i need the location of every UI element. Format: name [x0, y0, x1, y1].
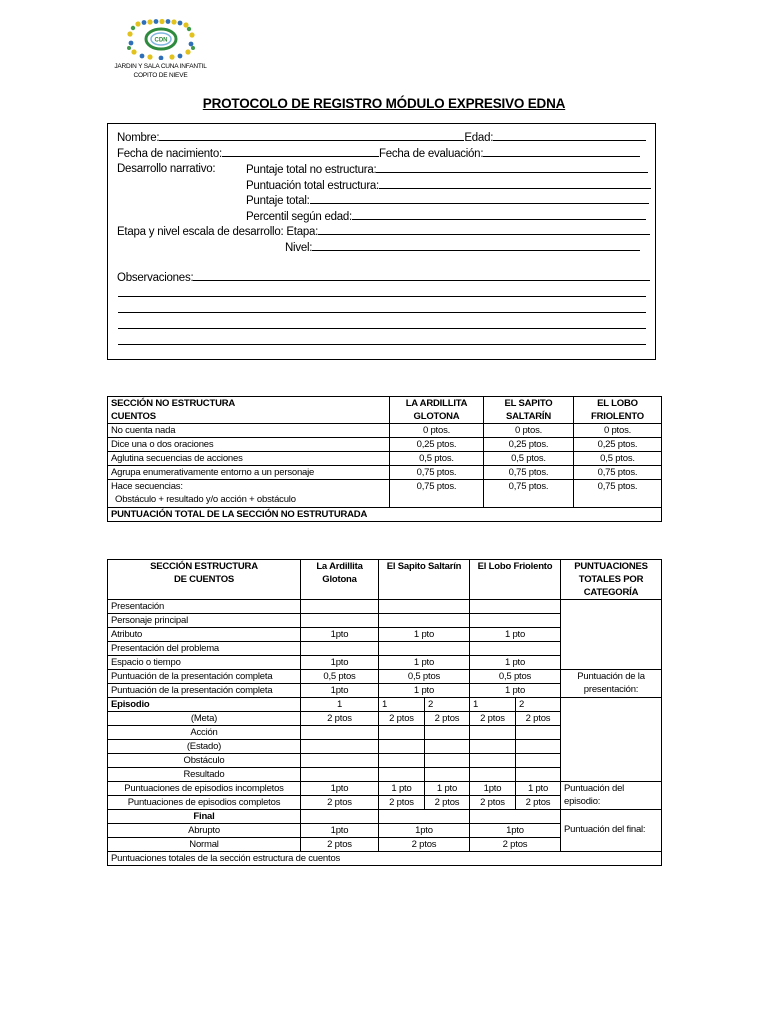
- percentile-label: Percentil según edad:: [246, 211, 352, 223]
- percentile-row: [246, 209, 646, 224]
- score-cell[interactable]: 1 pto: [379, 628, 470, 642]
- name-field[interactable]: [159, 130, 464, 141]
- score-cell[interactable]: [470, 810, 561, 824]
- final-total-cell[interactable]: [561, 810, 662, 852]
- col-header-sapito: [484, 397, 574, 424]
- observations-line[interactable]: [118, 344, 646, 345]
- logo-badge-text: CDN: [154, 37, 167, 44]
- stage-label: Etapa y nivel escala de desarrollo: Etapa:: [117, 226, 319, 238]
- score-cell[interactable]: [470, 754, 516, 768]
- score-cell[interactable]: 0,5 ptos.: [390, 452, 484, 466]
- header-line: DE CUENTOS: [173, 574, 235, 585]
- no-structure-header: SECCIÓN NO ESTRUCTURA: [111, 398, 236, 409]
- row-label: Normal: [108, 838, 301, 852]
- score-cell[interactable]: 0,5 ptos: [301, 670, 379, 684]
- score-cell[interactable]: 0,75 ptos.: [390, 466, 484, 480]
- score-no-structure-label: Puntaje total no estructura:: [246, 164, 377, 176]
- col-header-line: EL LOBO: [597, 398, 638, 409]
- row-label: Presentación del problema: [108, 642, 301, 656]
- row-label: Puntuaciones de episodios incompletos: [108, 782, 301, 796]
- total-score-label: Puntaje total:: [246, 195, 310, 207]
- row-label: Aglutina secuencias de acciones: [108, 452, 390, 466]
- score-cell[interactable]: 0 ptos.: [484, 424, 574, 438]
- score-cell[interactable]: 2 ptos: [301, 712, 379, 726]
- score-cell[interactable]: 0,75 ptos.: [484, 480, 574, 508]
- row-label: Acción: [108, 726, 301, 740]
- score-cell[interactable]: [470, 740, 516, 754]
- score-cell[interactable]: [516, 768, 561, 782]
- narrative-label: Desarrollo narrativo:: [117, 163, 216, 175]
- score-cell[interactable]: [470, 768, 516, 782]
- no-structure-table: [107, 396, 662, 522]
- col-header-lobo: El Lobo Friolento: [470, 560, 561, 600]
- eval-date-label: Fecha de evaluación:: [378, 148, 484, 160]
- score-cell[interactable]: 1 pto: [379, 684, 470, 698]
- stories-header: CUENTOS: [111, 411, 156, 422]
- row-label: Espacio o tiempo: [108, 656, 301, 670]
- structure-total-label: Puntuaciones totales de la sección estructura de cuentos: [108, 852, 662, 866]
- score-cell[interactable]: 1 pto: [379, 782, 425, 796]
- score-cell[interactable]: 2 ptos: [516, 712, 561, 726]
- total-no-structure-label: PUNTUACIÓN TOTAL DE LA SECCIÓN NO ESTRUTURADA: [108, 508, 662, 522]
- score-cell[interactable]: 0,25 ptos.: [574, 438, 662, 452]
- birth-date-label: Fecha de nacimiento:: [117, 148, 222, 160]
- col-header-line: FRIOLENTO: [591, 411, 644, 422]
- score-cell[interactable]: [379, 740, 425, 754]
- header-line: CATEGORÍA: [583, 587, 639, 598]
- score-cell[interactable]: 2 ptos: [301, 796, 379, 810]
- score-cell[interactable]: 2 ptos: [425, 712, 470, 726]
- level-label: Nivel:: [285, 242, 313, 254]
- observations-label: Observaciones:: [117, 272, 194, 284]
- row-label: Agrupa enumerativamente entorno a un personaje: [108, 466, 390, 480]
- score-cell[interactable]: 2 ptos: [470, 712, 516, 726]
- score-cell[interactable]: [301, 810, 379, 824]
- episode-number: 2: [425, 698, 470, 712]
- name-label: Nombre:: [117, 132, 160, 144]
- score-cell[interactable]: 1pto: [301, 628, 379, 642]
- episode-label: Episodio: [108, 698, 301, 712]
- header-line: La Ardillita: [316, 561, 363, 572]
- score-cell[interactable]: 0 ptos.: [574, 424, 662, 438]
- table-header-row: [108, 397, 662, 424]
- score-cell[interactable]: 0,5 ptos.: [484, 452, 574, 466]
- table-row: [108, 782, 662, 796]
- structure-header: [108, 560, 301, 600]
- table-header-row: [108, 560, 662, 600]
- stage-row: [117, 224, 650, 239]
- score-cell[interactable]: [470, 600, 561, 614]
- score-cell[interactable]: [301, 768, 379, 782]
- score-cell[interactable]: 0,25 ptos.: [484, 438, 574, 452]
- structure-table: [107, 559, 662, 866]
- score-cell[interactable]: [379, 614, 470, 628]
- row-label: Obstáculo: [108, 754, 301, 768]
- score-cell[interactable]: 1 pto: [470, 684, 561, 698]
- stage-field[interactable]: [318, 224, 650, 235]
- score-cell[interactable]: [425, 726, 470, 740]
- level-field[interactable]: [312, 240, 640, 251]
- row-label: Personaje principal: [108, 614, 301, 628]
- score-cell[interactable]: 1pto: [301, 684, 379, 698]
- score-cell[interactable]: [470, 614, 561, 628]
- row-label: Hace secuencias:: [111, 481, 183, 492]
- score-structure-row: [246, 178, 651, 193]
- score-cell[interactable]: [425, 768, 470, 782]
- total-label-line: Puntuación del: [564, 783, 625, 794]
- final-label: Final: [108, 810, 301, 824]
- col-header-ardillita: [390, 397, 484, 424]
- row-label: Puntuaciones de episodios completos: [108, 796, 301, 810]
- presentation-total-cell[interactable]: [561, 670, 662, 698]
- age-field[interactable]: [493, 130, 646, 141]
- row-label: Abrupto: [108, 824, 301, 838]
- eval-date-field[interactable]: [483, 146, 640, 157]
- observations-line[interactable]: [118, 296, 646, 297]
- score-cell[interactable]: 1 pto: [470, 628, 561, 642]
- score-cell[interactable]: [379, 754, 425, 768]
- total-label-line: episodio:: [564, 796, 601, 807]
- row-label: Atributo: [108, 628, 301, 642]
- score-cell[interactable]: [516, 740, 561, 754]
- score-cell[interactable]: 1pto: [379, 824, 470, 838]
- table-row: [108, 810, 662, 824]
- table-row: [108, 600, 662, 614]
- total-score-row: [246, 193, 649, 208]
- category-total-cell[interactable]: [561, 698, 662, 782]
- header-line: TOTALES POR: [578, 574, 644, 585]
- score-cell[interactable]: 1 pto: [425, 782, 470, 796]
- table-row: [108, 466, 662, 480]
- episode-number: 2: [516, 698, 561, 712]
- col-header-line: EL SAPITO: [504, 398, 553, 409]
- percentile-field[interactable]: [352, 209, 646, 220]
- score-structure-label: Puntuación total estructura:: [246, 180, 379, 192]
- table-row: [108, 698, 662, 712]
- table-row: [108, 424, 662, 438]
- score-cell[interactable]: 1pto: [470, 824, 561, 838]
- row-label: No cuenta nada: [108, 424, 390, 438]
- score-cell[interactable]: 0,25 ptos.: [390, 438, 484, 452]
- episode-number: 1: [301, 698, 379, 712]
- total-label-line: Puntuación del final:: [564, 824, 646, 835]
- score-cell[interactable]: 1pto: [301, 824, 379, 838]
- score-cell[interactable]: 0,75 ptos.: [574, 466, 662, 480]
- score-cell[interactable]: [425, 754, 470, 768]
- score-cell[interactable]: 1 pto: [379, 656, 470, 670]
- total-label-line: presentación:: [583, 684, 639, 695]
- observations-line[interactable]: [118, 328, 646, 329]
- col-header-line: SALTARÍN: [505, 411, 551, 422]
- dates-row: [117, 146, 640, 161]
- score-structure-field[interactable]: [379, 178, 651, 189]
- score-cell[interactable]: 1pto: [301, 782, 379, 796]
- table-row: [108, 438, 662, 452]
- score-cell[interactable]: 0,5 ptos: [470, 670, 561, 684]
- total-row: [108, 508, 662, 522]
- col-header-line: GLOTONA: [413, 411, 460, 422]
- observations-line[interactable]: [118, 312, 646, 313]
- logo: [108, 18, 213, 80]
- score-cell[interactable]: [516, 726, 561, 740]
- total-row: [108, 852, 662, 866]
- score-cell[interactable]: [301, 614, 379, 628]
- header-line: PUNTUACIONES: [574, 561, 648, 572]
- name-field-row: [117, 130, 646, 145]
- score-cell[interactable]: 1pto: [301, 656, 379, 670]
- logo-line-1: JARDIN Y SALA CUNA INFANTIL: [114, 63, 207, 70]
- score-cell[interactable]: 2 ptos: [470, 796, 516, 810]
- col-header-totals: [561, 560, 662, 600]
- total-score-field[interactable]: [310, 193, 649, 204]
- score-cell[interactable]: 0,75 ptos.: [574, 480, 662, 508]
- row-label: Puntuación de la presentación completa: [108, 684, 301, 698]
- header-line: Glotona: [322, 574, 357, 585]
- score-cell[interactable]: [379, 810, 470, 824]
- table-row: [108, 480, 662, 508]
- score-cell[interactable]: [379, 600, 470, 614]
- level-row: [285, 240, 640, 255]
- table-row: [108, 452, 662, 466]
- score-cell[interactable]: [425, 740, 470, 754]
- episode-total-cell[interactable]: [561, 782, 662, 810]
- logo-line-2: COPITO DE NIEVE: [133, 72, 188, 79]
- score-cell[interactable]: 0,5 ptos: [379, 670, 470, 684]
- identification-form: [107, 123, 656, 360]
- observations-row: [117, 270, 650, 285]
- no-structure-header-cell: [108, 397, 390, 424]
- row-label: Resultado: [108, 768, 301, 782]
- age-label: Edad:: [464, 132, 494, 144]
- score-cell[interactable]: 0 ptos.: [390, 424, 484, 438]
- row-label: (Estado): [108, 740, 301, 754]
- score-cell[interactable]: [516, 754, 561, 768]
- document-title: PROTOCOLO DE REGISTRO MÓDULO EXPRESIVO EDNA: [202, 96, 566, 111]
- total-label-line: Puntuación de la: [577, 671, 645, 682]
- score-cell[interactable]: [301, 726, 379, 740]
- score-cell[interactable]: 0,75 ptos.: [390, 480, 484, 508]
- score-cell[interactable]: 1 pto: [516, 782, 561, 796]
- score-cell[interactable]: 0,75 ptos.: [484, 466, 574, 480]
- score-no-structure-field[interactable]: [376, 162, 648, 173]
- score-cell[interactable]: 1pto: [470, 782, 516, 796]
- score-cell[interactable]: [379, 642, 470, 656]
- score-cell[interactable]: 2 ptos: [379, 796, 425, 810]
- score-cell[interactable]: 2 ptos: [301, 838, 379, 852]
- observations-field[interactable]: [193, 270, 650, 281]
- score-cell[interactable]: [379, 726, 425, 740]
- birth-date-field[interactable]: [222, 146, 379, 157]
- score-cell[interactable]: 2 ptos: [425, 796, 470, 810]
- sequences-cell: [108, 480, 390, 508]
- col-header-lobo: [574, 397, 662, 424]
- score-cell[interactable]: [470, 642, 561, 656]
- logo-emblem-icon: [126, 18, 196, 60]
- score-cell[interactable]: 2 ptos: [470, 838, 561, 852]
- score-cell[interactable]: [379, 768, 425, 782]
- score-cell[interactable]: 2 ptos: [516, 796, 561, 810]
- row-label: Puntuación de la presentación completa: [108, 670, 301, 684]
- row-sublabel: Obstáculo + resultado y/o acción + obstáculo: [115, 494, 296, 505]
- header-line: SECCIÓN ESTRUCTURA: [150, 561, 258, 572]
- score-cell[interactable]: [301, 740, 379, 754]
- episode-number: 1: [470, 698, 516, 712]
- category-total-cell[interactable]: [561, 600, 662, 670]
- score-cell[interactable]: 1 pto: [470, 656, 561, 670]
- col-header-ardillita: [301, 560, 379, 600]
- col-header-line: LA ARDILLITA: [405, 398, 468, 409]
- row-label: (Meta): [108, 712, 301, 726]
- row-label: Presentación: [108, 600, 301, 614]
- episode-number: 1: [379, 698, 425, 712]
- score-cell[interactable]: 2 ptos: [379, 712, 425, 726]
- score-cell[interactable]: 2 ptos: [379, 838, 470, 852]
- score-cell[interactable]: [470, 726, 516, 740]
- table-row: [108, 670, 662, 684]
- score-cell[interactable]: [301, 600, 379, 614]
- score-cell[interactable]: [301, 642, 379, 656]
- col-header-sapito: El Sapito Saltarín: [379, 560, 470, 600]
- score-cell[interactable]: 0,5 ptos.: [574, 452, 662, 466]
- score-cell[interactable]: [301, 754, 379, 768]
- score-no-structure-row: [246, 162, 648, 177]
- row-label: Dice una o dos oraciones: [108, 438, 390, 452]
